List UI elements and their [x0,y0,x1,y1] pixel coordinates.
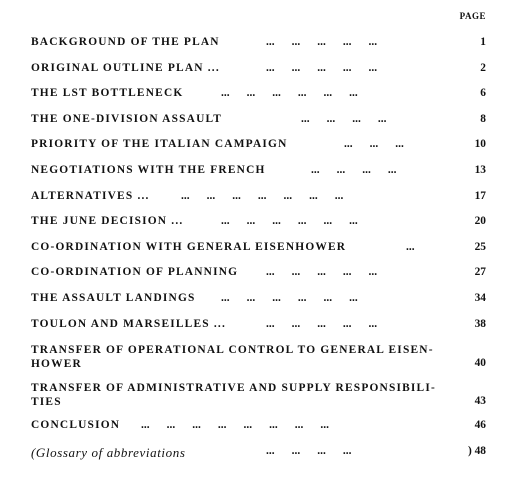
dot-leader: ... ... ... ... ... [266,317,378,330]
toc-entry[interactable] [31,158,486,184]
page-column-label: PAGE [459,11,486,21]
dot-leader: ... ... ... ... ... ... [221,87,358,100]
toc-entry-title: ALTERNATIVES ... [31,189,150,202]
toc-entry-page: 17 [474,189,486,202]
dot-leader: ... ... ... ... ... ... ... [181,189,344,202]
dot-leader: ... ... ... [344,138,404,151]
toc-entry-title: THE ASSAULT LANDINGS [31,291,196,304]
toc-entry[interactable] [31,375,486,413]
toc-entry-title: TRANSFER OF ADMINISTRATIVE AND SUPPLY RESPONSIBILI-TIES [31,382,436,409]
dot-leader: ... [406,240,415,253]
toc-entry[interactable] [31,107,486,133]
dot-leader: ... ... ... ... ... [266,61,378,74]
toc-entry-title: THE LST BOTTLENECK [31,87,184,100]
toc-entry-page: 40 [474,357,486,370]
toc-entry-title: ORIGINAL OUTLINE PLAN ... [31,61,220,74]
dot-leader: ... ... ... ... ... ... ... ... [141,419,329,432]
toc-entry-page: 6 [480,87,486,100]
toc-entry-title: BACKGROUND OF THE PLAN [31,36,220,48]
dot-leader: ... ... ... ... ... [266,36,378,48]
table-of-contents [31,30,486,464]
toc-entry-title: THE ONE-DIVISION ASSAULT [31,112,223,125]
toc-entry-title: NEGOTIATIONS WITH THE FRENCH [31,163,266,176]
toc-entry[interactable] [31,413,486,439]
toc-entry-page: 2 [480,61,486,74]
toc-entry[interactable] [31,81,486,107]
dot-leader: ... ... ... ... ... [266,266,378,279]
toc-entry-title: THE JUNE DECISION ... [31,215,184,228]
toc-entry-page: 13 [474,163,486,176]
toc-entry[interactable] [31,312,486,338]
toc-entry-page: 10 [474,138,486,151]
dot-leader: ... ... ... ... ... ... [221,215,358,228]
dot-leader: ... ... ... ... [301,112,387,125]
toc-entry-title: TRANSFER OF OPERATIONAL CONTROL TO GENERAL EISEN-HOWER [31,344,434,371]
toc-entry-page: 1 [480,36,486,48]
toc-entry[interactable] [31,209,486,235]
toc-entry[interactable] [31,184,486,210]
toc-entry[interactable] [31,132,486,158]
dot-leader: ... ... ... ... [311,163,397,176]
toc-entry-page: 25 [474,240,486,253]
toc-entry-page: 43 [474,395,486,408]
toc-entry-page: ) 48 [467,444,486,457]
toc-entry-title: (Glossary of abbreviations [31,444,186,460]
toc-entry-title: CO-ORDINATION OF PLANNING [31,266,239,279]
toc-entry[interactable] [31,235,486,261]
toc-entry-title: CONCLUSION [31,419,121,432]
dot-leader: ... ... ... ... [266,444,352,457]
toc-entry-page: 20 [474,215,486,228]
dot-leader: ... ... ... ... ... ... [221,291,358,304]
toc-entry[interactable] [31,30,486,56]
toc-entry[interactable] [31,260,486,286]
toc-entry[interactable] [31,56,486,82]
toc-entry[interactable] [31,439,486,465]
toc-entry-title: PRIORITY OF THE ITALIAN CAMPAIGN [31,138,288,151]
toc-entry-page: 27 [474,266,486,279]
toc-entry-page: 46 [474,419,486,432]
toc-entry[interactable] [31,286,486,312]
toc-entry-page: 38 [474,317,486,330]
toc-entry-page: 8 [480,112,486,125]
toc-entry-title: CO-ORDINATION WITH GENERAL EISENHOWER [31,240,347,253]
toc-entry-page: 34 [474,291,486,304]
toc-entry[interactable] [31,337,486,375]
toc-entry-title: TOULON AND MARSEILLES ... [31,317,226,330]
